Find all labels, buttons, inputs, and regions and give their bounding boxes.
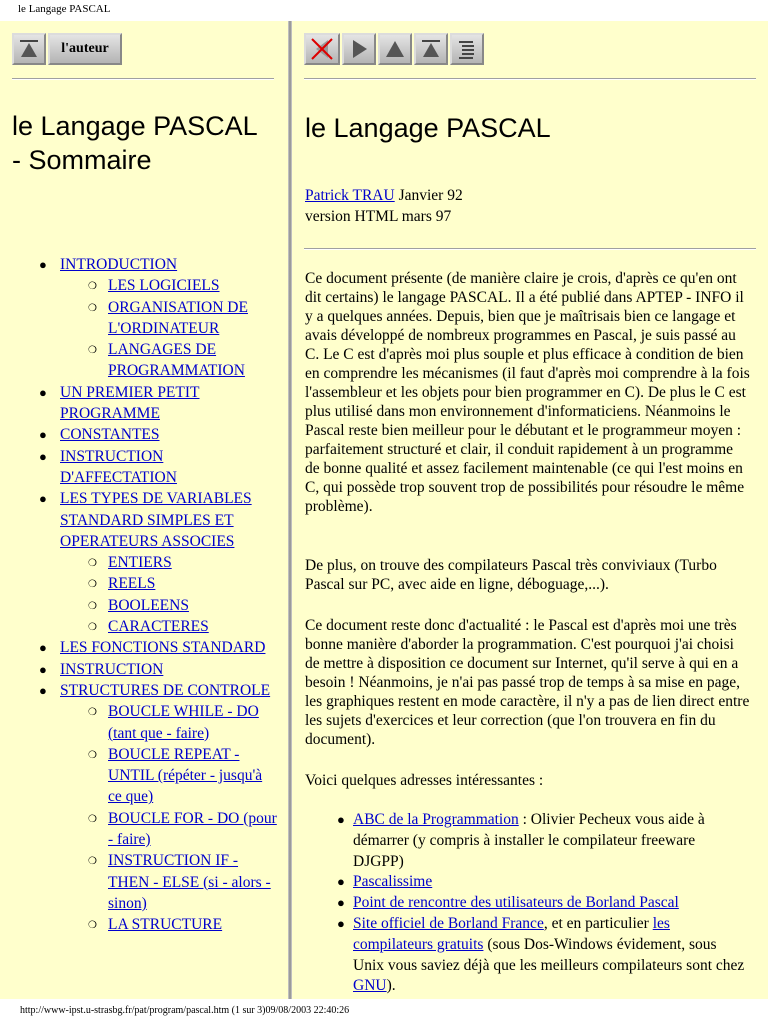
bullet-icon: ● (337, 812, 345, 827)
toc-subitem (24, 552, 279, 573)
toc-subitem (24, 914, 279, 935)
gnu-link[interactable]: GNU (353, 977, 387, 995)
circle-bullet-icon: ❍ (88, 600, 97, 612)
circle-bullet-icon: ❍ (88, 813, 97, 825)
toc-title: le Langage PASCAL - Sommaire (12, 111, 257, 175)
list-item (337, 872, 747, 893)
bullet-icon: ● (39, 661, 47, 677)
list-item (337, 914, 747, 997)
toc-subitem (24, 297, 279, 340)
version-text: version HTML mars 97 (305, 208, 452, 225)
borland-france-link[interactable]: Site officiel de Borland France (353, 914, 544, 932)
toc-link[interactable]: INSTRUCTION IF - THEN - ELSE (si - alors - sinon) (108, 852, 271, 912)
toc-link[interactable]: BOUCLE REPEAT - UNTIL (répéter - jusqu'à ce que) (108, 745, 263, 806)
toc-link[interactable]: LES FONCTIONS STANDARD (60, 639, 266, 657)
toc-item (24, 659, 279, 680)
circle-bullet-icon: ❍ (88, 302, 97, 314)
bullet-icon: ● (337, 895, 345, 911)
author-button[interactable] (48, 33, 122, 65)
toc-link[interactable]: CARACTERES (108, 618, 209, 636)
toc-link[interactable]: BOUCLE FOR - DO (pour - faire) (108, 809, 277, 849)
disabled-back-icon (304, 33, 340, 65)
toc-link[interactable]: ENTIERS (108, 554, 172, 572)
circle-bullet-icon: ❍ (88, 558, 97, 570)
date-text: Janvier 92 (394, 187, 463, 204)
content-frame (292, 21, 768, 999)
next-icon[interactable] (342, 33, 376, 65)
intro-paragraph: Ce document présente (de manière claire je crois, d'après ce qu'en ont dit certains) le langage PASCAL. Il a été publié dans APTEP - INFO il y a quelques années. Depuis, bien que je maîtrisais bien ce langage et avais développé de nombreux programmes en Pascal, je suis passé au C. Le C est d'après moi plus souple et plus efficace à condition de bien en comprendre les mécanismes (il faut d'après moi comprendre à la fois l'assembleur et les objets pour bien programmer en C). De plus le C est plus utilisé dans mon environnement d'informaticiens. Néanmoins le Pascal reste bien meilleur pour le débutant et le programmeur moyen : parfaitement structuré et clair, il conduit rapidement à un programme de bonne qualité et assez facilement maintenable (ce qui l'est moins en C, qui possède trop souvent trop de possibilités pour résoudre le même problème). (305, 270, 750, 515)
toc-link[interactable]: BOUCLE WHILE - DO (tant que - faire) (108, 703, 259, 742)
contents-icon[interactable] (450, 33, 484, 65)
link-description: ). (386, 977, 396, 995)
toc-subitem (24, 701, 279, 744)
circle-bullet-icon: ❍ (88, 345, 97, 357)
print-header: le Langage PASCAL (18, 3, 111, 15)
toc-subitem (24, 573, 279, 594)
pascalissime-link[interactable]: Pascalissime (353, 873, 433, 891)
link-description: : Olivier Pecheux vous aide à démarrer (y compris à installer le compilateur freeware DJGPP) (353, 811, 705, 870)
actuality-paragraph: Ce document reste donc d'actualité : le Pascal est d'après moi une très bonne manière d'aborder la programmation. C'est pourquoi j'ai choisi de mettre à disposition ce document sur Internet, qu'il serve à qui en a besoin ! Néanmoins, je n'ai pas passé trop de temps à sa mise en page, les graphiques restent en mode caractère, il n'y a pas de lien direct entre les sujets d'exercices et leur correction (que l'on trouvera en fin du document). (305, 617, 750, 748)
author-button-label: l'auteur (61, 41, 109, 56)
bullet-icon: ● (337, 874, 345, 890)
toc-link[interactable]: CONSTANTES (60, 426, 160, 444)
toc-subitem (24, 808, 279, 851)
toc-subitem (24, 595, 279, 616)
circle-bullet-icon: ❍ (88, 856, 97, 868)
bullet-icon: ● (39, 257, 47, 272)
content-mid-divider (304, 248, 756, 250)
circle-bullet-icon: ❍ (88, 622, 97, 634)
bullet-icon: ● (39, 384, 47, 400)
page-title: le Langage PASCAL (305, 113, 551, 143)
circle-bullet-icon: ❍ (88, 579, 97, 591)
toc-link[interactable]: INTRODUCTION (60, 256, 178, 273)
toc-item (24, 446, 279, 489)
toc-link[interactable]: LA STRUCTURE (108, 916, 223, 934)
toc-link[interactable]: INSTRUCTION D'AFFECTATION (60, 447, 177, 486)
content-navbar (304, 33, 484, 65)
toc-link[interactable]: LANGAGES DE PROGRAMMATION (108, 341, 245, 380)
link-description: , et en particulier (543, 914, 653, 932)
bullet-icon: ● (39, 682, 47, 698)
list-item (337, 810, 747, 872)
borland-users-link[interactable]: Point de rencontre des utilisateurs de Borland Pascal (353, 894, 679, 912)
toc-item (24, 637, 279, 658)
toc-subitem (24, 339, 279, 382)
toc-subitem (24, 616, 279, 637)
compilers-paragraph: De plus, on trouve des compilateurs Pascal très conviviaux (Turbo Pascal sur PC, avec aide en ligne, déboguage,...). (305, 557, 717, 593)
toc-link[interactable]: LES TYPES DE VARIABLES STANDARD SIMPLES ET OPERATEURS ASSOCIES (60, 490, 252, 550)
up-arrow-icon[interactable] (12, 33, 46, 65)
toc-navbar (12, 33, 122, 65)
circle-bullet-icon: ❍ (88, 281, 97, 293)
circle-bullet-icon: ❍ (88, 707, 97, 719)
toc-item (24, 382, 279, 425)
circle-bullet-icon: ❍ (88, 920, 97, 932)
circle-bullet-icon: ❍ (88, 749, 97, 761)
toc-item (24, 488, 279, 552)
top-icon[interactable] (414, 33, 448, 65)
print-footer: http://www-ipst.u-strasbg.fr/pat/program/pascal.htm (1 sur 3)09/08/2003 22:40:26 (20, 1005, 350, 1016)
toc-link[interactable]: STRUCTURES DE CONTROLE (60, 681, 271, 699)
bullet-icon: ● (337, 915, 345, 931)
toc-subitem (24, 850, 279, 914)
toc-link[interactable]: ORGANISATION DE L'ORDINATEUR (108, 298, 248, 337)
toc-link[interactable]: UN PREMIER PETIT PROGRAMME (60, 383, 200, 423)
author-link[interactable]: Patrick TRAU (305, 187, 395, 204)
addresses-intro: Voici quelques adresses intéressantes : (305, 772, 544, 789)
free-compilers-link[interactable]: les compilateurs gratuits (353, 914, 670, 953)
toc-frame (0, 21, 288, 999)
toc-link[interactable]: BOOLEENS (108, 596, 189, 614)
bullet-icon: ● (39, 640, 47, 656)
list-item (337, 893, 747, 914)
toc-subitem (24, 744, 279, 808)
bullet-icon: ● (39, 448, 47, 464)
toc-item (24, 680, 279, 701)
toc-item (24, 424, 279, 445)
toc-item (24, 254, 279, 275)
bullet-icon: ● (39, 427, 47, 443)
up-icon[interactable] (378, 33, 412, 65)
abc-programmation-link[interactable]: ABC de la Programmation (353, 811, 519, 828)
links-list (337, 810, 747, 997)
toc-link[interactable]: REELS (108, 575, 156, 593)
toc-link[interactable]: INSTRUCTION (60, 660, 164, 678)
content-top-divider (304, 78, 756, 80)
toc-divider-line (12, 78, 274, 80)
author-block (305, 185, 463, 227)
toc-subitem (24, 275, 279, 296)
toc-link[interactable]: LES LOGICIELS (108, 277, 220, 295)
toc-list (24, 254, 279, 936)
link-description: (sous Dos-Windows évidement, sous Unix vous saviez déjà que les meilleurs compilateurs sont chez (353, 935, 745, 974)
bullet-icon: ● (39, 491, 47, 507)
